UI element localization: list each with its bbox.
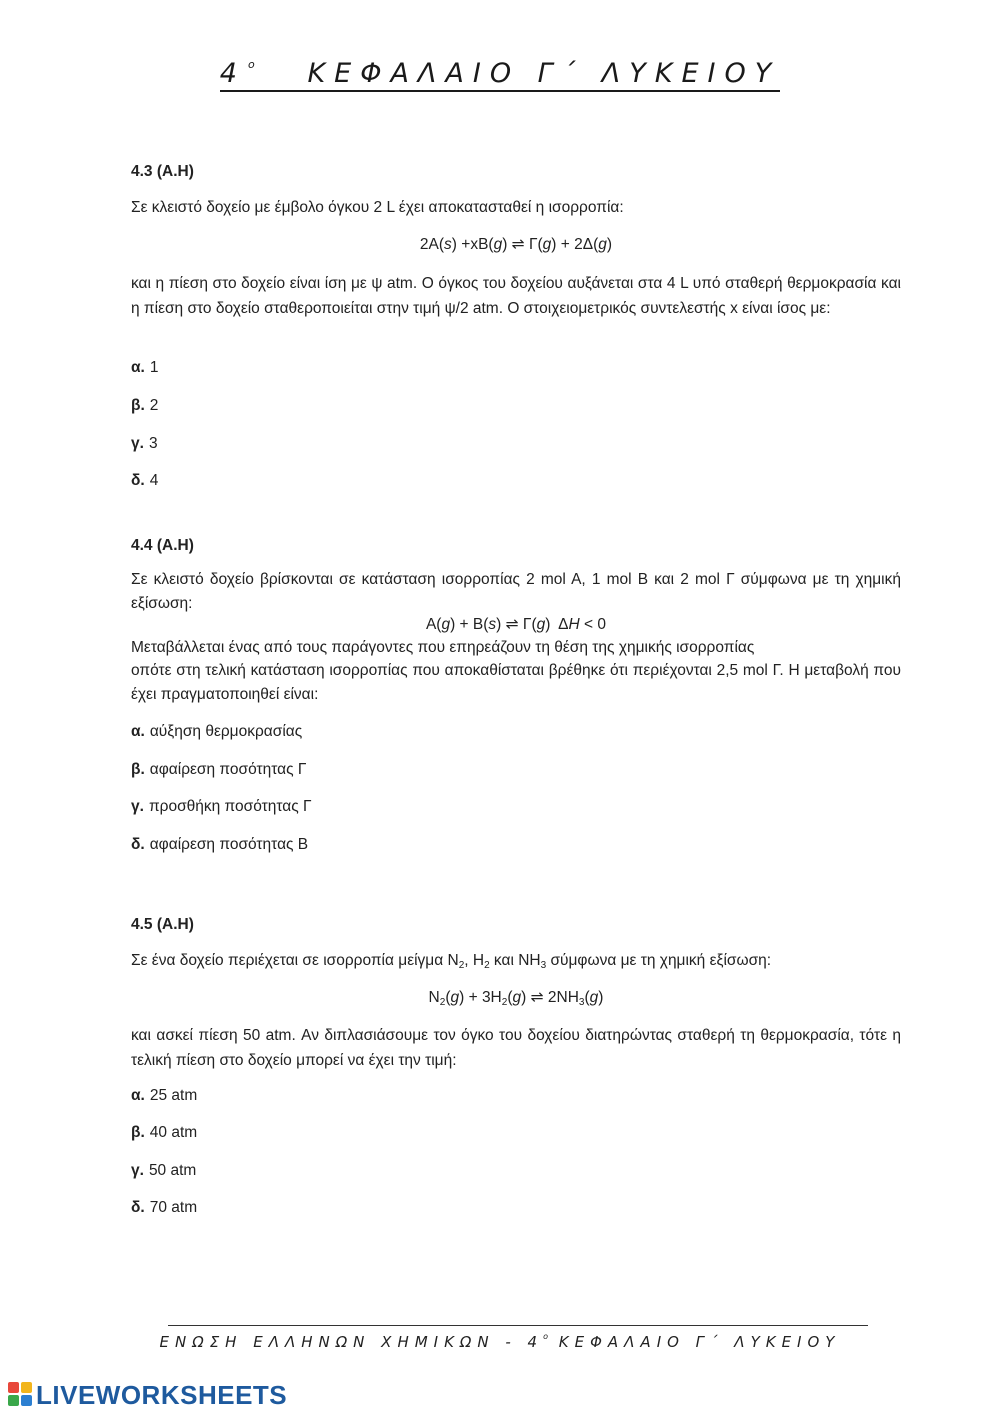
brand-logo-icon: [8, 1382, 34, 1408]
option-b[interactable]: β. 40 atm: [131, 1124, 198, 1141]
chapter-title: ΚΕΦΑΛΑΙΟ Γ΄ ΛΥΚΕΙΟΥ: [307, 58, 781, 89]
question-text-1: Μεταβάλλεται ένας από τους παράγοντες που επηρεάζουν τη θέση της χημικής ισορροπίας: [131, 639, 755, 656]
question-intro: Σε κλειστό δοχείο με έμβολο όγκου 2 L έχει αποκατασταθεί η ισορροπία:: [131, 199, 624, 216]
question-heading: 4.3 (Α.Η): [131, 163, 194, 180]
option-c[interactable]: γ. προσθήκη ποσότητας Γ: [131, 798, 312, 815]
question-text: και ασκεί πίεση 50 atm. Αν διπλασιάσουμε τον όγκο του δοχείου διατηρώντας σταθερή τη θερμοκρασία, τότε η τελική πίεση στο δοχείο μπορεί να έχει την τιμή:: [131, 1027, 901, 1069]
question-text-2: οπότε στη τελική κατάσταση ισορροπίας που αποκαθίσταται βρέθηκε ότι περιέχονται 2,5 mol Γ. Η μεταβολή που έχει πραγματοποιηθεί είναι:: [131, 662, 901, 703]
question-heading: 4.5 (Α.Η): [131, 916, 194, 933]
footer-text: ΕΝΩΣΗ ΕΛΛΗΝΩΝ ΧΗΜΙΚΩΝ - $4^o$ ΚΕΦΑΛΑΙΟ Γ΄ ΛΥΚΕΙΟΥ: [159, 1332, 841, 1351]
option-d[interactable]: δ. 4: [131, 472, 159, 489]
option-c[interactable]: γ. 50 atm: [131, 1162, 197, 1179]
page-title: [0, 58, 1000, 89]
brand-name: LIVEWORKSHEETS: [36, 1379, 288, 1410]
question-intro: Σε ένα δοχείο περιέχεται σε ισορροπία μείγμα $N_2$, $H_2$ και $NH_3$ σύμφωνα με τη χημική εξίσωση:: [131, 952, 772, 971]
option-a[interactable]: α. αύξηση θερμοκρασίας: [131, 723, 303, 740]
option-b[interactable]: β. 2: [131, 397, 159, 414]
question-heading: 4.4 (Α.Η): [131, 537, 194, 554]
equation-2: A(g) + B(s) ⇌ Γ(g) ΔH < 0: [425, 616, 607, 633]
question-4-3: [131, 160, 901, 489]
liveworksheets-brand[interactable]: [8, 1380, 287, 1410]
question-text: και η πίεση στο δοχείο είναι ίση με ψ atm. Ο όγκος του δοχείου αυξάνεται στα 4 L υπό σταθερή θερμοκρασία και η πίεση στο δοχείο σταθεροποιείται στην τιμή ψ/2 atm. Ο στοιχειομετρικός συντελεστής x είναι ίσος με:: [131, 275, 901, 317]
equation-3: $N_2(g) + 3H_2(g)$ ⇌ $2NH_3(g)$: [428, 989, 604, 1008]
chapter-number: 4: [219, 58, 246, 89]
equation-1: 2A(s) +xB(g) ⇌ Γ(g) + 2Δ(g): [419, 236, 613, 253]
option-c[interactable]: γ. 3: [131, 435, 158, 452]
option-d[interactable]: δ. αφαίρεση ποσότητας Β: [131, 836, 309, 853]
option-a[interactable]: α. 1: [131, 359, 159, 376]
footer-divider: [168, 1325, 868, 1326]
question-4-4: [131, 534, 901, 853]
question-intro: Σε κλειστό δοχείο βρίσκονται σε κατάσταση ισορροπίας 2 mol A, 1 mol B και 2 mol Γ σύμφωνα με τη χημική εξίσωση:: [131, 571, 901, 612]
option-b[interactable]: β. αφαίρεση ποσότητας Γ: [131, 761, 307, 778]
option-a[interactable]: α. 25 atm: [131, 1087, 198, 1104]
question-4-5: [131, 913, 901, 1216]
chapter-sup: ο: [247, 58, 255, 71]
option-d[interactable]: δ. 70 atm: [131, 1199, 198, 1216]
